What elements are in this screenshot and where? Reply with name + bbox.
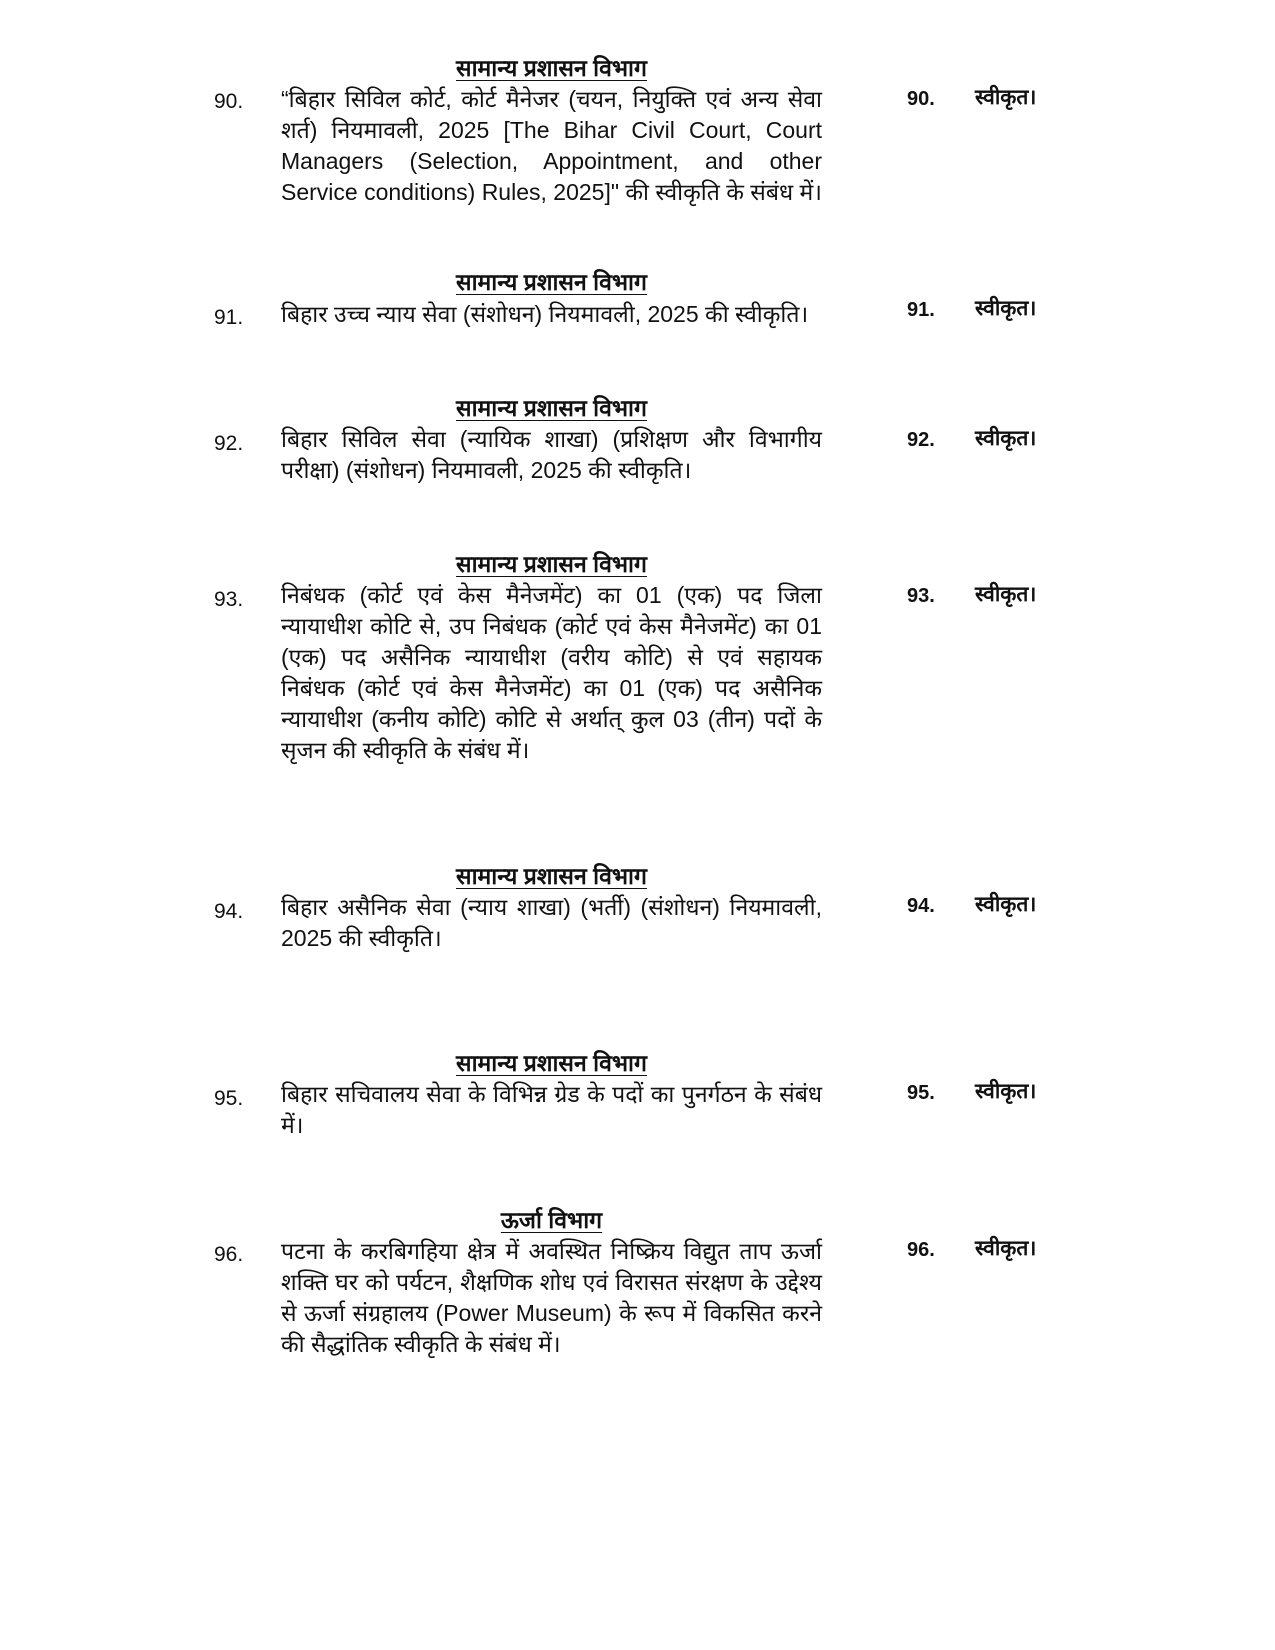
item-number: 96. <box>214 1243 244 1266</box>
decision-status: स्वीकृत। <box>975 1080 1037 1103</box>
item-number: 94. <box>214 900 244 923</box>
decision-status: स्वीकृत। <box>975 893 1037 916</box>
decision-status: स्वीकृत। <box>975 583 1037 606</box>
item-number: 95. <box>214 1087 244 1110</box>
decision-status: स्वीकृत। <box>975 427 1037 450</box>
decision-number: 95. <box>907 1082 935 1104</box>
item-text: बिहार सिविल सेवा (न्यायिक शाखा) (प्रशिक्षण और विभागीय परीक्षा) (संशोधन) नियमावली, 2025 की स्वीकृति। <box>281 426 822 483</box>
item-text: बिहार असैनिक सेवा (न्याय शाखा) (भर्ती) (संशोधन) नियमावली, 2025 की स्वीकृति। <box>281 894 822 951</box>
department-heading: सामान्य प्रशासन विभाग <box>456 395 647 421</box>
item-number: 92. <box>214 432 244 455</box>
decision-number: 90. <box>907 88 935 110</box>
item-number: 90. <box>214 90 244 113</box>
decision-number: 92. <box>907 429 935 451</box>
decision-number: 91. <box>907 299 935 321</box>
decision-number: 96. <box>907 1239 935 1261</box>
decision-number: 93. <box>907 585 935 607</box>
item-text: “बिहार सिविल कोर्ट, कोर्ट मैनेजर (चयन, नियुक्ति एवं अन्य सेवा शर्त) नियमावली, 2025 [The Bihar Civil Court, Court Managers (Selection, Appointment, and other Service conditions) Rules, 2025]" की स्वीकृति के संबंध में। <box>281 86 822 205</box>
item-text: पटना के करबिगहिया क्षेत्र में अवस्थित निष्क्रिय विद्युत ताप ऊर्जा शक्ति घर को पर्यटन, शैक्षणिक शोध एवं विरासत संरक्षण के उद्देश्य से ऊर्जा संग्रहालय (Power Museum) के रूप में विकसित करने की सैद्धांतिक स्वीकृति के संबंध में। <box>281 1238 822 1357</box>
item-number: 91. <box>214 306 244 329</box>
department-heading: सामान्य प्रशासन विभाग <box>456 55 647 81</box>
department-heading: सामान्य प्रशासन विभाग <box>456 863 647 889</box>
department-heading: सामान्य प्रशासन विभाग <box>456 1050 647 1076</box>
department-heading: ऊर्जा विभाग <box>500 1207 603 1233</box>
item-text: निबंधक (कोर्ट एवं केस मैनेजमेंट) का 01 (एक) पद जिला न्यायाधीश कोटि से, उप निबंधक (कोर्ट एवं केस मैनेजमेंट) का 01 (एक) पद असैनिक न्यायाधीश (वरीय कोटि) से एवं सहायक निबंधक (कोर्ट एवं केस मैनेजमेंट) का 01 (एक) पद असैनिक न्यायाधीश (कनीय कोटि) कोटि से अर्थात् कुल 03 (तीन) पदों के सृजन की स्वीकृति के संबंध में। <box>281 582 822 763</box>
decision-status: स्वीकृत। <box>975 297 1037 320</box>
item-text: बिहार सचिवालय सेवा के विभिन्न ग्रेड के पदों का पुनर्गठन के संबंध में। <box>281 1081 822 1138</box>
department-heading: सामान्य प्रशासन विभाग <box>456 551 647 577</box>
department-heading: सामान्य प्रशासन विभाग <box>456 269 647 295</box>
decision-status: स्वीकृत। <box>975 86 1037 109</box>
decision-number: 94. <box>907 895 935 917</box>
item-text: बिहार उच्च न्याय सेवा (संशोधन) नियमावली, 2025 की स्वीकृति। <box>281 301 809 327</box>
decision-status: स्वीकृत। <box>975 1237 1037 1260</box>
item-number: 93. <box>214 588 244 611</box>
